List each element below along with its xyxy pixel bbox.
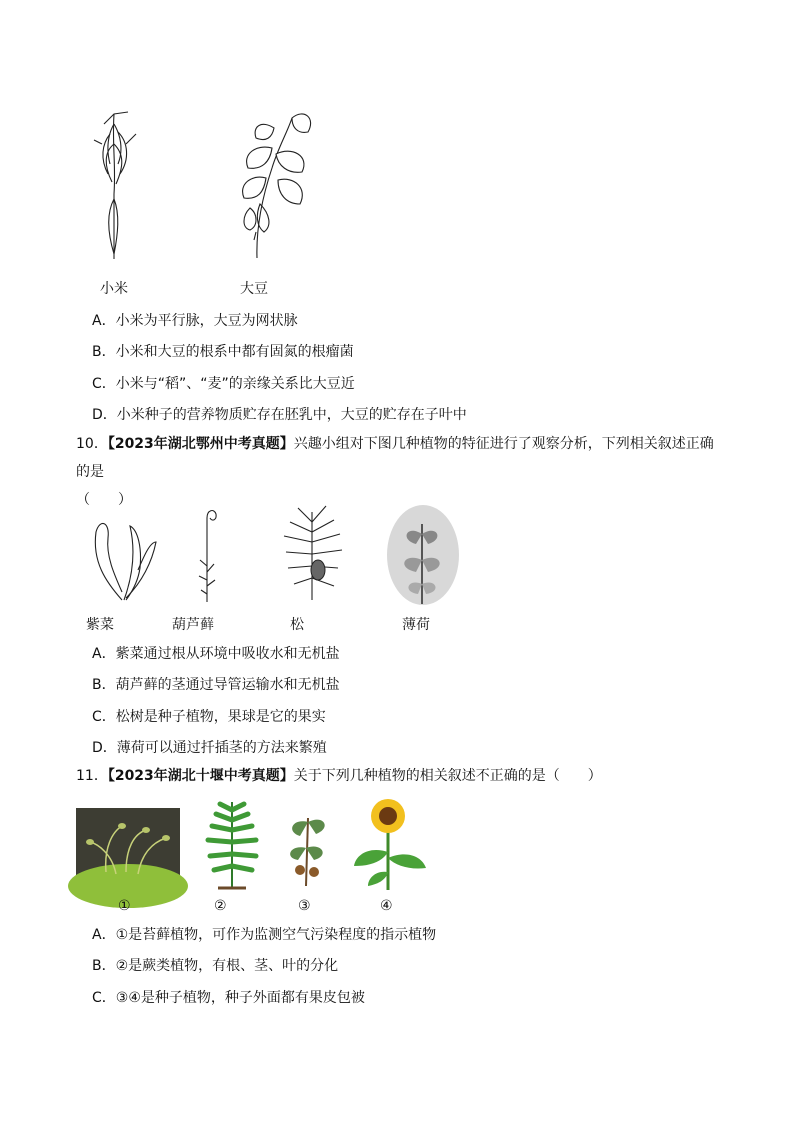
fern-illustration	[198, 796, 268, 892]
label-3: ③	[298, 898, 311, 914]
moss-illustration	[192, 506, 222, 606]
q10-number: 10．	[76, 436, 108, 452]
label-2: ②	[214, 898, 227, 914]
caption-mint: 薄荷	[402, 617, 430, 633]
caption-millet: 小米	[100, 281, 128, 297]
laver-illustration	[86, 512, 162, 604]
q10-option-a: A．紫菜通过根从环境中吸收水和无机盐	[92, 646, 340, 662]
q10-option-d: D．薄荷可以通过扦插茎的方法来繁殖	[92, 740, 327, 756]
label-1: ①	[118, 898, 131, 914]
mint-illustration	[386, 504, 460, 606]
plant-3-illustration	[276, 808, 336, 888]
caption-soybean: 大豆	[240, 281, 268, 297]
label-4: ④	[380, 898, 393, 914]
q11-option-c: C．③④是种子植物，种子外面都有果皮包被	[92, 990, 365, 1006]
q9-option-b: B．小米和大豆的根系中都有固氮的根瘤菌	[92, 344, 354, 360]
caption-pine: 松	[290, 617, 304, 633]
pine-illustration	[278, 502, 348, 602]
moss-photo	[76, 808, 180, 892]
sunflower-illustration	[346, 796, 430, 892]
millet-illustration	[84, 104, 144, 264]
q10-option-b: B．葫芦藓的茎通过导管运输水和无机盐	[92, 677, 340, 693]
q11-number: 11．	[76, 768, 108, 784]
caption-laver: 紫菜	[86, 617, 114, 633]
q10-stem-line1: 兴趣小组对下图几种植物的特征进行了观察分析，下列相关叙述正确的是	[76, 436, 714, 480]
q11-stem	[76, 762, 726, 790]
q9-option-d: D．小米种子的营养物质贮存在胚乳中，大豆的贮存在子叶中	[92, 407, 467, 423]
soybean-illustration	[212, 108, 322, 268]
q11-option-b: B．②是蕨类植物，有根、茎、叶的分化	[92, 958, 339, 974]
q10-stem	[76, 430, 726, 514]
q11-source: 【2023年湖北十堰中考真题】	[107, 768, 294, 784]
q9-option-a: A．小米为平行脉，大豆为网状脉	[92, 313, 298, 329]
q11-option-a: A．①是苔藓植物，可作为监测空气污染程度的指示植物	[92, 927, 437, 943]
q10-source: 【2023年湖北鄂州中考真题】	[107, 436, 294, 452]
q10-stem-line2: （ ）	[76, 492, 132, 508]
q10-option-c: C．松树是种子植物，果球是它的果实	[92, 709, 326, 725]
caption-moss: 葫芦藓	[172, 617, 214, 633]
q11-stem-text: 关于下列几种植物的相关叙述不正确的是（ ）	[293, 768, 602, 784]
q9-option-c: C．小米与“稻”、“麦”的亲缘关系比大豆近	[92, 376, 355, 392]
